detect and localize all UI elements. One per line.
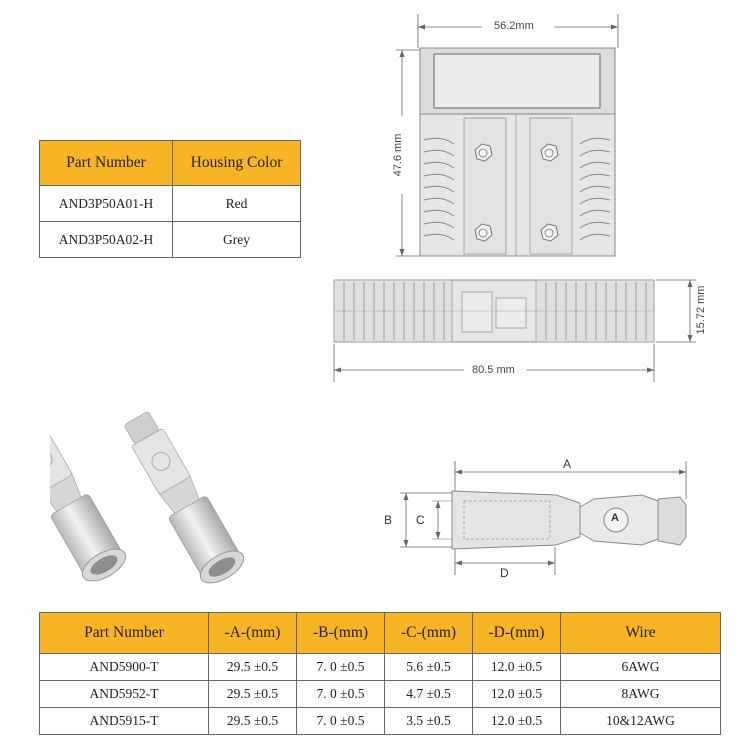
length-dimension-label: 80.5 mm [472,364,515,376]
dimension-b-label: B [384,513,393,527]
header-a-mm: -A-(mm) [209,613,297,654]
part-number-cell: AND5952-T [40,681,209,708]
housing-color-table [39,140,301,258]
c-cell: 3.5 ±0.5 [385,708,473,735]
dimension-c-label: C [416,513,425,527]
part-number-cell: AND3P50A02-H [40,222,173,258]
side-thickness-label: 15.72 mm [695,285,707,335]
terminal-2 [115,406,249,589]
table-row [40,222,301,258]
housing-color-cell: Red [173,186,301,222]
height-dimension-label: 47.6 mm [392,133,404,177]
table-header-row [40,613,721,654]
a-cell: 29.5 ±0.5 [209,654,297,681]
wire-cell: 10&12AWG [561,708,721,735]
d-cell: 12.0 ±0.5 [473,681,561,708]
part-number-cell: AND5915-T [40,708,209,735]
b-cell: 7. 0 ±0.5 [297,708,385,735]
part-number-cell: AND5900-T [40,654,209,681]
a-cell: 29.5 ±0.5 [209,708,297,735]
wire-cell: 6AWG [561,654,721,681]
d-cell: 12.0 ±0.5 [473,654,561,681]
header-part-number: Part Number [40,141,173,186]
width-dimension-label: 56.2mm [494,20,534,32]
table-row [40,654,721,681]
b-cell: 7. 0 ±0.5 [297,654,385,681]
c-cell: 4.7 ±0.5 [385,681,473,708]
contact-dimension-drawing [380,455,700,585]
terminal-1 [50,405,131,587]
housing-color-cell: Grey [173,222,301,258]
c-cell: 5.6 ±0.5 [385,654,473,681]
part-number-cell: AND3P50A01-H [40,186,173,222]
header-wire: Wire [561,613,721,654]
a-cell: 29.5 ±0.5 [209,681,297,708]
contact-stamp-letter: A [611,512,619,524]
table-row [40,708,721,735]
d-cell: 12.0 ±0.5 [473,708,561,735]
table-row [40,681,721,708]
wire-cell: 8AWG [561,681,721,708]
dimension-d-label: D [500,566,509,580]
header-part-number: Part Number [40,613,209,654]
header-housing-color: Housing Color [173,141,301,186]
housing-side-view-drawing [330,272,710,392]
contact-terminal-photo [50,405,350,595]
header-c-mm: -C-(mm) [385,613,473,654]
header-d-mm: -D-(mm) [473,613,561,654]
table-header-row [40,141,301,186]
b-cell: 7. 0 ±0.5 [297,681,385,708]
dimension-a-label: A [563,457,572,471]
table-row [40,186,301,222]
contact-spec-table [39,612,721,735]
header-b-mm: -B-(mm) [297,613,385,654]
housing-front-view-drawing [390,8,630,270]
